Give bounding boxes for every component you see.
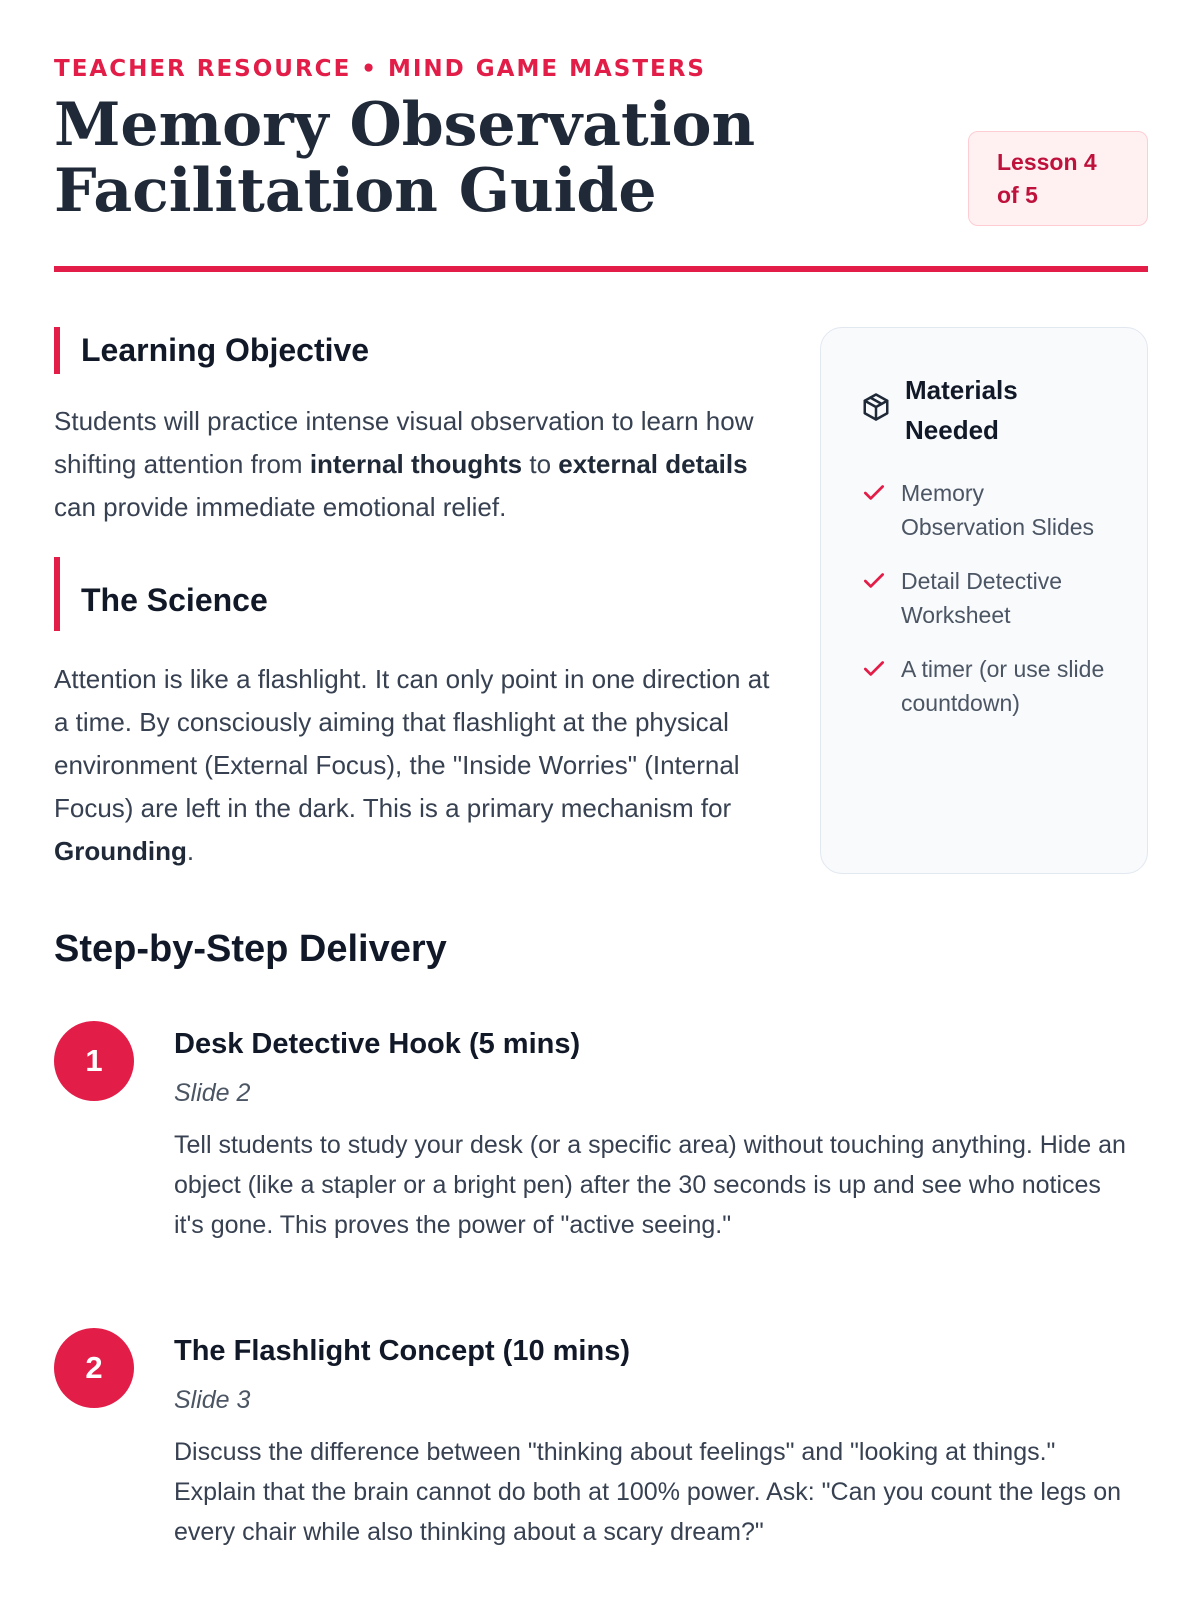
materials-list — [861, 476, 1111, 720]
delivery-step — [54, 1021, 1148, 1291]
eyebrow-label: TEACHER RESOURCE • MIND GAME MASTERS — [54, 56, 706, 82]
check-icon — [861, 568, 887, 594]
material-label: Memory Observation Slides — [901, 480, 1095, 540]
emphasis-grounding: Grounding — [54, 836, 187, 866]
step-slide-ref: Slide 2 — [174, 1079, 251, 1107]
step-title: Desk Detective Hook (5 mins) — [174, 1028, 581, 1060]
check-icon — [861, 656, 887, 682]
check-icon — [861, 480, 887, 506]
materials-card — [820, 327, 1148, 874]
list-item — [861, 564, 1111, 632]
step-number-badge: 2 — [54, 1328, 134, 1408]
learning-objective-text: Students will practice intense visual observation to learn how shifting attention from internal thoughts to external details can provide immediate emotional relief. — [54, 406, 754, 522]
emphasis-external-details: external details — [558, 449, 748, 479]
step-body — [174, 1328, 1134, 1552]
learning-objective-heading: Learning Objective — [54, 327, 369, 374]
step-description: Discuss the difference between "thinking about feelings" and "looking at things." Explain that the brain cannot do both at 100% power. Ask: "Can you count the legs on every chair while also thinking about a scary dream?" — [174, 1438, 1122, 1546]
delivery-step — [54, 1328, 1148, 1558]
material-label: Detail Detective Worksheet — [901, 568, 1063, 628]
materials-header — [861, 370, 1111, 450]
step-description: Tell students to study your desk (or a specific area) without touching anything. Hide an object (like a stapler or a bright pen) after the 30 seconds is up and see who notices it's gone. This proves the power of "active seeing." — [174, 1131, 1126, 1239]
step-number-badge: 1 — [54, 1021, 134, 1101]
delivery-heading: Step-by-Step Delivery — [54, 928, 447, 970]
material-label: A timer (or use slide countdown) — [901, 656, 1105, 716]
step-body — [174, 1021, 1134, 1245]
list-item — [861, 652, 1111, 720]
emphasis-internal-thoughts: internal thoughts — [309, 449, 523, 479]
science-text: Attention is like a flashlight. It can only point in one direction at a time. By consciously aiming that flashlight at the physical environment (External Focus), the "Inside Worries" (Internal Focus) are left in the dark. This is a primary mechanism for Grounding. — [54, 664, 770, 866]
page-title: Memory Observation Facilitation Guide — [54, 90, 756, 226]
list-item — [861, 476, 1111, 544]
materials-title: Materials Needed — [905, 375, 1018, 445]
step-title: The Flashlight Concept (10 mins) — [174, 1335, 630, 1367]
step-slide-ref: Slide 3 — [174, 1386, 251, 1414]
package-icon — [861, 392, 891, 422]
science-heading: The Science — [54, 557, 268, 631]
header-divider — [54, 266, 1148, 272]
lesson-badge: Lesson 4 of 5 — [968, 131, 1148, 226]
